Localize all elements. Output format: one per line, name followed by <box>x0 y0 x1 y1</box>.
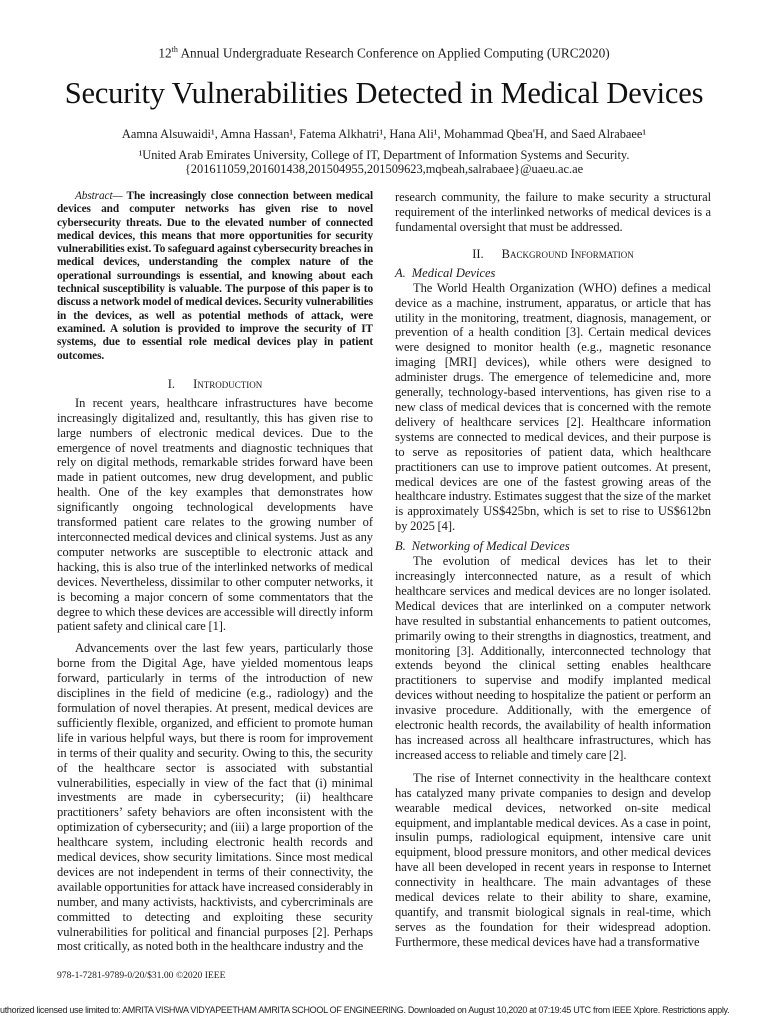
section-title: Background Information <box>501 246 634 261</box>
right-column <box>395 190 711 950</box>
isbn-copyright: 978-1-7281-9789-0/20/$31.00 ©2020 IEEE <box>57 970 226 981</box>
subsection-heading-medical-devices <box>395 266 711 281</box>
abstract-label: Abstract— <box>75 190 123 202</box>
paragraph: research community, the failure to make security a structural requirement of the interlinked networks of medical devices is a fundamental oversight that must be addressed. <box>395 190 711 234</box>
abstract <box>57 190 373 363</box>
authors: Aamna Alsuwaidi¹, Amna Hassan¹, Fatema Alkhatri¹, Hana Ali¹, Mohammad Qbea'H, and Saed Alrabaee¹ <box>121 127 647 141</box>
subsection-letter: B. <box>395 539 406 554</box>
section-number: II. <box>472 246 484 261</box>
conference-number: 12 <box>158 45 172 61</box>
subsection-title: Networking of Medical Devices <box>411 539 570 554</box>
section-heading-introduction <box>57 377 373 392</box>
paragraph: The rise of Internet connectivity in the healthcare context has catalyzed many private companies to design and develop wearable medical devices, networked on-site medical equipment, and implantable medical devices. As a case in point, insulin pumps, radiological equipment, intensive care unit equipment, blood pressure monitors, and other medical devices have all been developed in recent years in response to Internet connectivity in healthcare. The main advantages of these medical devices relate to their ability to share, examine, quantify, and transmit biological signals in real-time, which serves as the foundation for their widespread adoption. Furthermore, these medical devices have had a transformative <box>395 770 711 949</box>
author-emails: {201611059,201601438,201504955,201509623,mqbeah,salrabaee}@uaeu.ac.ae <box>184 162 584 176</box>
paragraph: Advancements over the last few years, particularly those borne from the Digital Age, have yielded momentous leaps forward, particularly in terms of the introduction of new disciplines in the field of medicine (e.g., radiology) and the formulation of novel therapies. At present, medical devices are sufficiently flexible, organized, and efficient to promote human life in various helpful ways, but there is room for improvement in terms of their quality and security. Owing to this, the security of the healthcare sector is associated with substantial vulnerabilities, especially in view of the fact that (i) minimal investments are made in cybersecurity; (ii) healthcare practitioners’ safety behaviors are often inconsistent with the optimization of cybersecurity; and (iii) a large proportion of the healthcare system, including electronic health records and medical devices, show security limitations. Since most medical devices are not independent in terms of their connectivity, the available opportunities for attack have increased considerably in number, and many activists, hacktivists, and cybercriminals are committed to detecting and exploiting these security vulnerabilities for political and financial purposes [2]. Perhaps most critically, as noted both in the healthcare industry and the <box>57 641 373 954</box>
left-column <box>57 190 373 954</box>
license-notice: uthorized licensed use limited to: AMRITA VISHWA VIDYAPEETHAM AMRITA SCHOOL OF ENGINEERING. Downloaded on August 10,2020 at 07:19:45 UTC from IEEE Xplore. Restrictions apply. <box>0 1005 730 1015</box>
subsection-heading-networking <box>395 539 711 554</box>
section-number: I. <box>167 376 176 391</box>
abstract-text: The increasingly close connection between medical devices and computer networks has given rise to novel cybersecurity threats. Due to the elevated number of connected medical devices, this means that more opportunities for security vulnerabilities exist. To safeguard against cybersecurity breaches in medical devices, understanding the complex nature of the operational surroundings is essential, and knowing about each technical susceptibility is valuable. The purpose of this paper is to discuss a network model of medical devices. Security vulnerabilities in the devices, as well as potential methods of attack, were examined. A solution is provided to improve the security of IT systems, due to essential role medical devices play in patient outcomes. <box>57 190 373 362</box>
paragraph: The evolution of medical devices has let to their increasingly interconnected nature, as a result of which healthcare services and medical devices are no longer isolated. Medical devices that are interlinked on a computer network have resulted in substantial enhancements to patient outcomes, primarily owing to their strengths in diagnostics, treatment, and monitoring [3]. Additionally, interconnected technology that extends beyond the clinical setting enables healthcare practitioners to supervise and modify implanted medical devices without needing to hospitalize the patient or perform an invasive procedure. Additionally, with the emergence of electronic health records, the availability of health information has increased across all healthcare infrastructures, which has increased access to reliable and timely care [2]. <box>395 554 711 762</box>
paragraph: The World Health Organization (WHO) defines a medical device as a machine, instrument, apparatus, or article that has utility in the monitoring, treatment, diagnosis, management, or prevention of a health condition [3]. Certain medical devices were designed to monitor health (e.g., magnetic resonance imaging [MRI] devices), while others were designed to administer drugs. The emergence of telemedicine and, more generally, technology-based interventions, has given rise to a new class of medical devices that is concerned with the remote delivery of healthcare services [2]. Healthcare information systems are connected to medical devices, and their purpose is to serve as repositories of patient data, which healthcare practitioners can use to improve patient outcomes. At present, medical devices are one of the fastest growing areas of the healthcare industry. Estimates suggest that the size of the market is approximately US$425bn, which is set to rise to US$612bn by 2025 [4]. <box>395 280 711 534</box>
section-heading-background <box>395 247 711 262</box>
conference-name: Annual Undergraduate Research Conference on Applied Computing (URC2020) <box>177 45 610 61</box>
paper-title: Security Vulnerabilities Detected in Medical Devices <box>64 76 704 110</box>
conference-header <box>0 45 768 61</box>
subsection-title: Medical Devices <box>411 265 496 280</box>
subsection-letter: A. <box>395 265 406 280</box>
affiliation: ¹United Arab Emirates University, College of IT, Department of Information Systems and Security. <box>138 148 630 162</box>
paragraph: In recent years, healthcare infrastructures have become increasingly digitalized and, resultantly, this has given rise to large numbers of electronic medical devices. Due to the emergence of novel treatments and diagnostic techniques that rely on digital methods, remarkable strides forward have been made in patient outcomes, new drug development, and public health. One of the key examples that demonstrates how significantly ongoing technological developments have transformed patient care relates to the growing number of interconnected medical devices and clinical systems. Just as any computer networks are susceptible to electronic attack and hacking, this is also true of the interlinked networks of medical devices. Nevertheless, dissimilar to other computer networks, it is becoming a major concern of some commentators that the degree to which these devices are accessible will directly inform patient safety and clinical care [1]. <box>57 395 373 634</box>
conference-ordinal: th <box>171 45 178 54</box>
section-title: Introduction <box>193 376 263 391</box>
